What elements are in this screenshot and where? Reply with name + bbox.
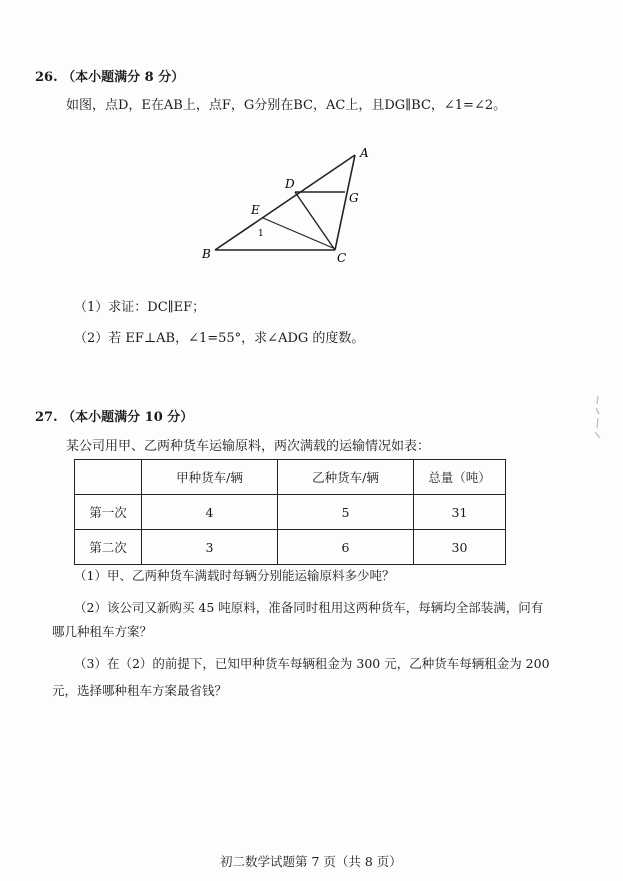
table-cell: 3 xyxy=(142,530,278,565)
table-header-cell xyxy=(75,460,142,495)
table-cell: 6 xyxy=(278,530,414,565)
label-d: D xyxy=(285,177,295,191)
table-header-row xyxy=(75,460,506,495)
label-c: C xyxy=(337,251,347,265)
table-header-cell: 总量（吨） xyxy=(414,460,506,495)
q27-data-table xyxy=(74,459,506,565)
q27-part2-line2: 哪几种租车方案？ xyxy=(52,624,153,639)
table-row xyxy=(75,495,506,530)
label-e: E xyxy=(251,203,260,217)
page-footer: 初二数学试题第 7 页（共 8 页） xyxy=(220,854,402,869)
table-cell: 30 xyxy=(414,530,506,565)
label-g: G xyxy=(349,191,359,205)
margin-scribble-mark xyxy=(592,394,604,440)
table-header-cell: 甲种货车/辆 xyxy=(142,460,278,495)
q27-intro: 某公司用甲、乙两种货车运输原料，两次满载的运输情况如表： xyxy=(66,439,431,454)
table-row xyxy=(75,530,506,565)
label-b: B xyxy=(202,247,211,261)
table-cell: 4 xyxy=(142,495,278,530)
table-cell: 5 xyxy=(278,495,414,530)
q27-part3-line2: 元，选择哪种租车方案最省钱？ xyxy=(52,683,228,698)
q27-heading: 27. （本小题满分 10 分） xyxy=(35,410,194,425)
q26-heading: 26. （本小题满分 8 分） xyxy=(35,70,185,85)
table-cell: 第二次 xyxy=(75,530,142,565)
q26-part1: （1）求证：DC∥EF； xyxy=(74,300,206,315)
label-a: A xyxy=(360,146,369,160)
q26-intro: 如图，点D，E在AB上，点F，G分别在BC，AC上，且DG∥BC，∠1=∠2。 xyxy=(66,98,507,113)
q27-part3-line1: （3）在（2）的前提下，已知甲种货车每辆租金为 300 元，乙种货车每辆租金为 200 xyxy=(74,656,550,671)
angle-mark-1: 1 xyxy=(258,229,264,239)
table-cell: 31 xyxy=(414,495,506,530)
segment-ab xyxy=(215,155,355,250)
q27-part2-line1: （2）该公司又新购买 45 吨原料，准备同时租用这两种货车，每辆均全部装满，问有 xyxy=(74,600,544,615)
table-cell: 第一次 xyxy=(75,495,142,530)
q26-geometry-figure xyxy=(195,140,375,270)
q26-part2: （2）若 EF⊥AB，∠1=55°，求∠ADG 的度数。 xyxy=(74,331,365,346)
segment-dc xyxy=(295,192,335,250)
q27-part1: （1）甲、乙两种货车满载时每辆分别能运输原料多少吨？ xyxy=(74,568,395,583)
table-header-cell: 乙种货车/辆 xyxy=(278,460,414,495)
